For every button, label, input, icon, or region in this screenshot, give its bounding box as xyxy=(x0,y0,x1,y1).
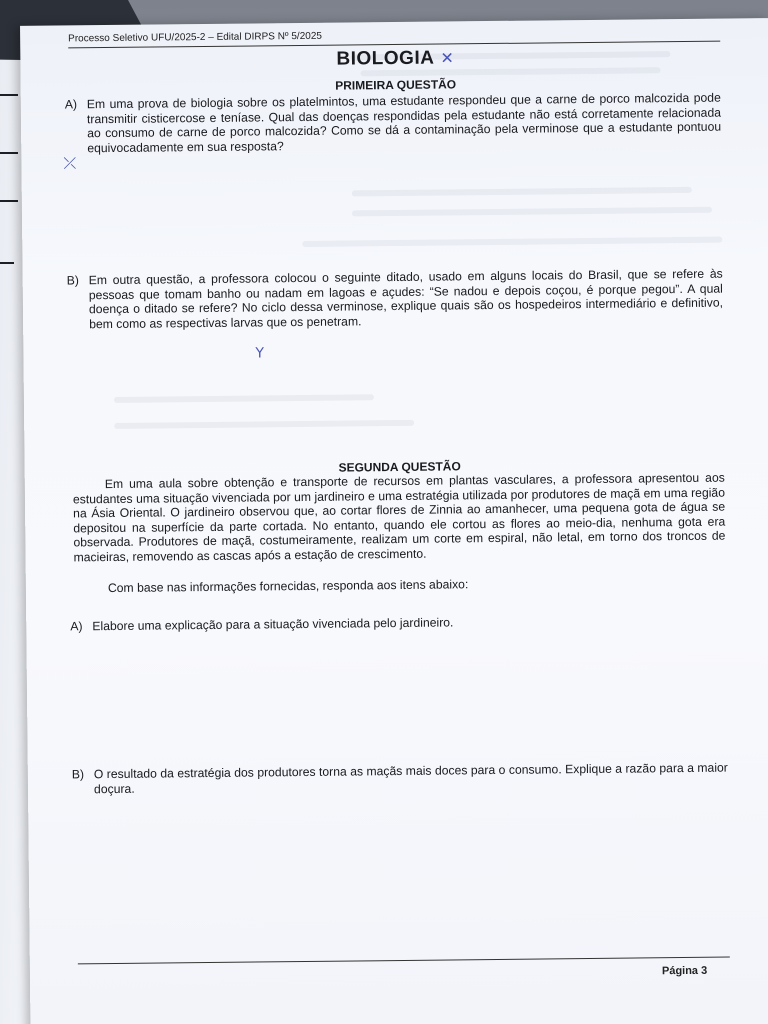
subject-title-text: BIOLOGIA xyxy=(336,47,435,70)
item-letter: A) xyxy=(64,97,78,112)
question-1-title: PRIMEIRA QUESTÃO xyxy=(335,77,457,93)
question-1-item-a xyxy=(65,91,722,156)
item-text: Em outra questão, a professora colocou o seguinte ditado, usado em alguns locais do Brasil, que se refere às pessoas que tomam banho ou nadam em lagoas e açudes: “Se nadou e depois coçou, é porque pegou”. A qual doença o ditado se refere? No ciclo dessa verminose, explique quais são os hospedeiros intermediário e definitivo, bem como as respectivas larvas que os penetram. xyxy=(88,266,724,332)
underlying-sheet-line xyxy=(0,94,18,96)
underlying-sheet-line xyxy=(0,262,14,264)
underlying-sheet-line xyxy=(0,152,18,154)
item-text: O resultado da estratégia dos produtores torna as maçãs mais doces para o consumo. Explique a razão para a maior doçura. xyxy=(93,760,728,796)
pen-x-icon: ✕ xyxy=(440,48,455,68)
show-through-text xyxy=(352,187,692,197)
question-2-item-b xyxy=(72,761,728,797)
pen-mark-icon: ⤫ xyxy=(63,153,77,173)
question-2-item-a xyxy=(70,613,726,634)
item-text: Elabore uma explicação para a situação vivenciada pelo jardineiro. xyxy=(92,615,454,634)
page-number: Página 3 xyxy=(661,964,708,978)
underlying-sheet-line xyxy=(0,200,18,202)
item-letter: B) xyxy=(71,767,85,782)
question-2-prompt: Com base nas informações fornecidas, responda aos itens abaixo: xyxy=(107,577,469,596)
exam-page xyxy=(20,18,768,1024)
show-through-text xyxy=(302,237,722,247)
item-letter: B) xyxy=(66,273,79,288)
question-1-item-b xyxy=(67,267,724,332)
exam-header: Processo Seletivo UFU/2025-2 – Edital DIRPS Nº 5/2025 xyxy=(68,30,322,45)
question-2-intro: Em uma aula sobre obtenção e transporte de recursos em plantas vasculares, a professora apresentou aos estudantes uma situação vivenciada por um jardineiro e uma estratégia utilizada por produtores de maçã em uma região na Ásia Oriental. O jardineiro observou que, ao cortar flores de Zinnia ao amanhecer, uma pequena gota de água se depositou na superfície da parte cortada. No entanto, quando ele cortou as flores ao meio-dia, nenhuma gota era observada. Produtores de maçã, costumeiramente, realizam um corte em espiral, não letal, em torno dos troncos de macieiras, removendo as cascas após a estação de crescimento. xyxy=(72,470,726,565)
item-text: Em uma prova de biologia sobre os platelmintos, uma estudante respondeu que a carne de porco malcozida pode transmitir cisticercose e teníase. Qual das doenças respondidas pela estudante não está corretamente relacionada ao consumo de carne de porco malcozida? Como se dá a contaminação pela verminose que a estudante pontuou equivocadamente em sua resposta? xyxy=(86,90,722,156)
show-through-text xyxy=(114,420,414,429)
footer-divider xyxy=(78,957,730,965)
pen-mark-icon: Y xyxy=(255,345,265,362)
question-2-title: SEGUNDA QUESTÃO xyxy=(338,459,461,475)
item-letter: A) xyxy=(70,619,83,634)
show-through-text xyxy=(352,207,712,217)
show-through-text xyxy=(114,394,374,403)
